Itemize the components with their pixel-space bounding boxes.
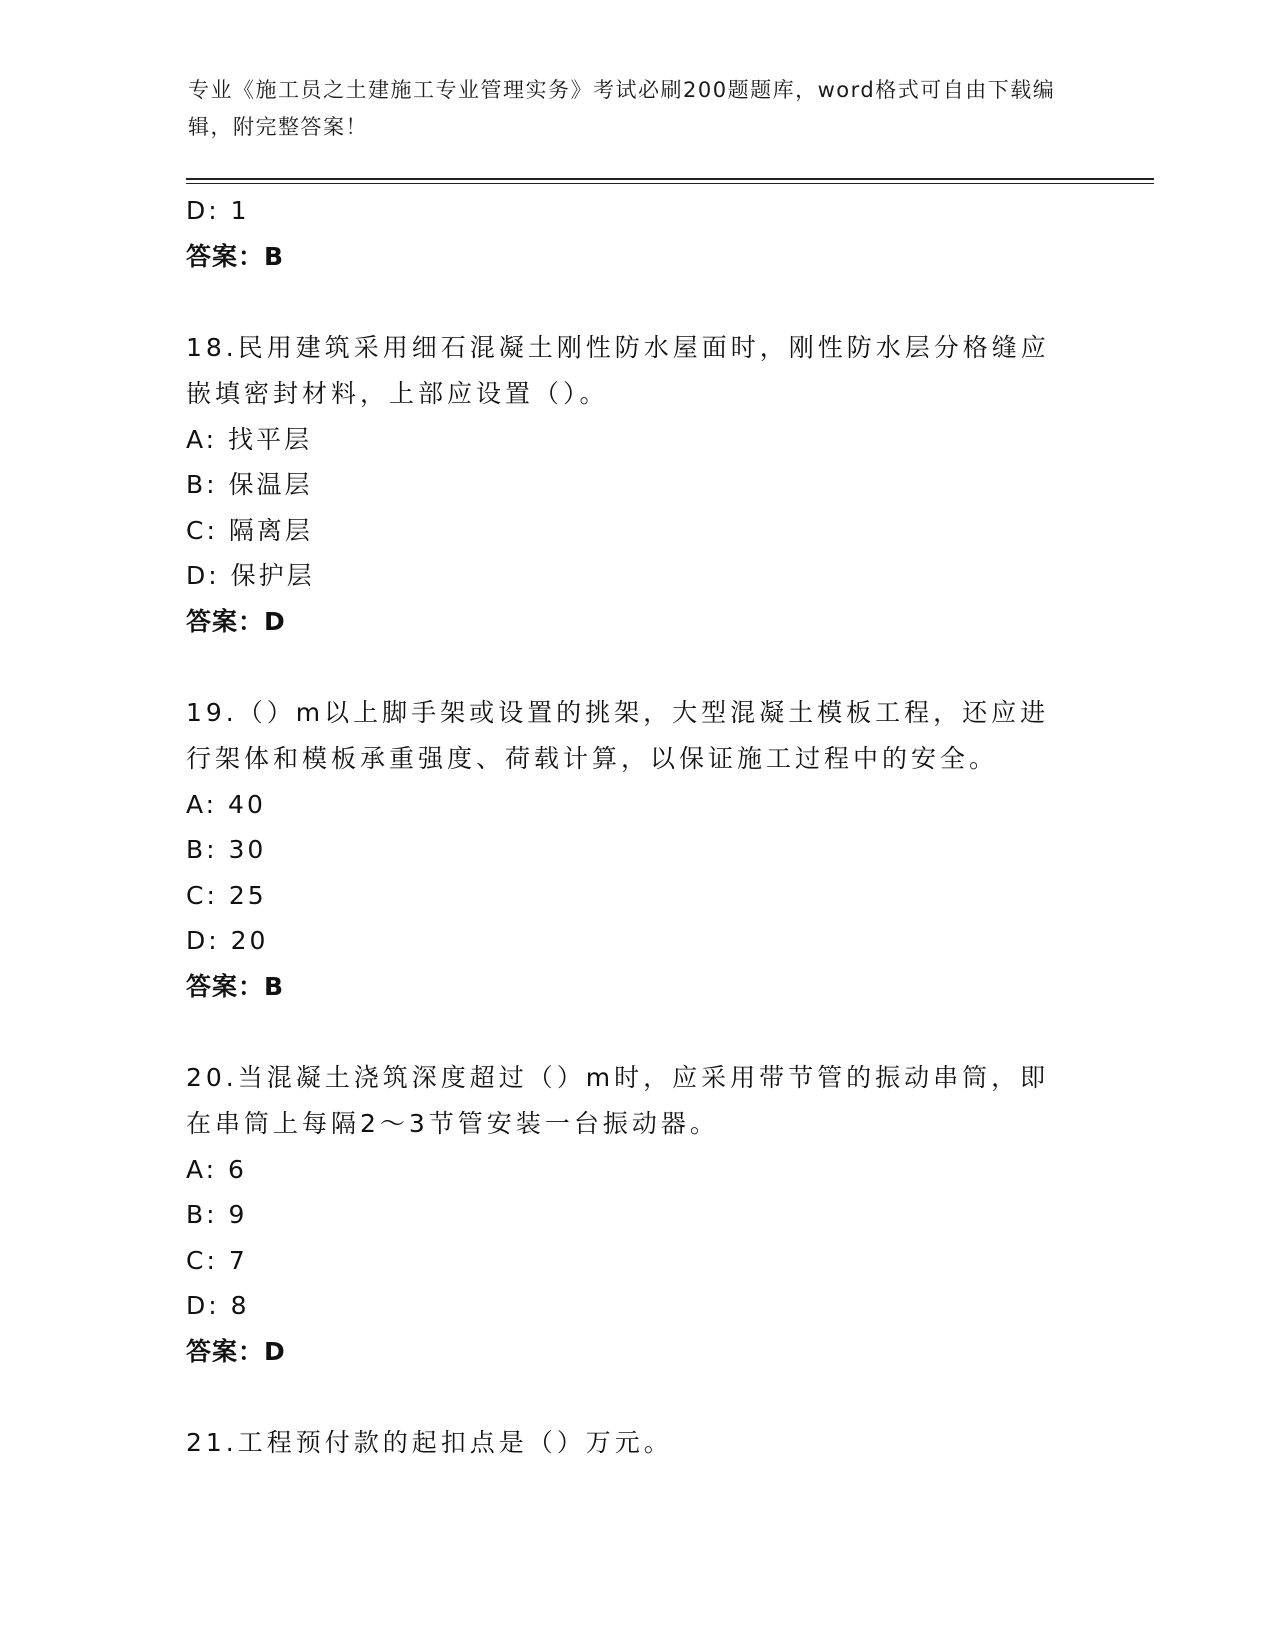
question-list [186,188,1086,1466]
q21-text: 21.工程预付款的起扣点是（）万元。 [186,1427,673,1457]
spacer [186,644,1086,690]
q20-answer: 答案：D [186,1336,286,1366]
q17-answer: 答案：B [186,241,285,271]
spacer [186,1009,1086,1055]
q18-option-a: A: 找平层 [186,424,313,454]
header-rule [186,178,1154,180]
q20-text: 20.当混凝土浇筑深度超过（）m时，应采用带节管的振动串筒，即在串筒上每隔2～3节管安装一台振动器。 [186,1062,1050,1138]
q17-option-d: D: 1 [186,196,250,225]
q20-option-b: B: 9 [186,1200,248,1229]
q20-option-c: C: 7 [186,1245,248,1275]
page-header: 专业《施工员之土建施工专业管理实务》考试必刷200题题库，word格式可自由下载编辑，附完整答案！ [188,78,1056,139]
q19-answer: 答案：B [186,971,285,1001]
q19-option-d: D: 20 [186,926,269,955]
q19-option-c: C: 25 [186,880,267,910]
q20-option-a: A: 6 [186,1154,247,1184]
spacer [186,279,1086,325]
spacer [186,1374,1086,1420]
q19-option-a: A: 40 [186,789,266,819]
q18-option-b: B: 保温层 [186,470,313,499]
q18-answer: 答案：D [186,606,286,636]
q19-text: 19.（）m以上脚手架或设置的挑架，大型混凝土模板工程，还应进行架体和模板承重强度、荷载计算，以保证施工过程中的安全。 [186,697,1050,773]
q19-option-b: B: 30 [186,835,267,864]
q18-option-c: C: 隔离层 [186,515,313,545]
q20-option-d: D: 8 [186,1291,250,1320]
q18-option-d: D: 保护层 [186,561,315,590]
header-rule-thin [186,183,1154,184]
q18-text: 18.民用建筑采用细石混凝土刚性防水屋面时，刚性防水层分格缝应嵌填密封材料，上部应设置（）。 [186,332,1050,408]
